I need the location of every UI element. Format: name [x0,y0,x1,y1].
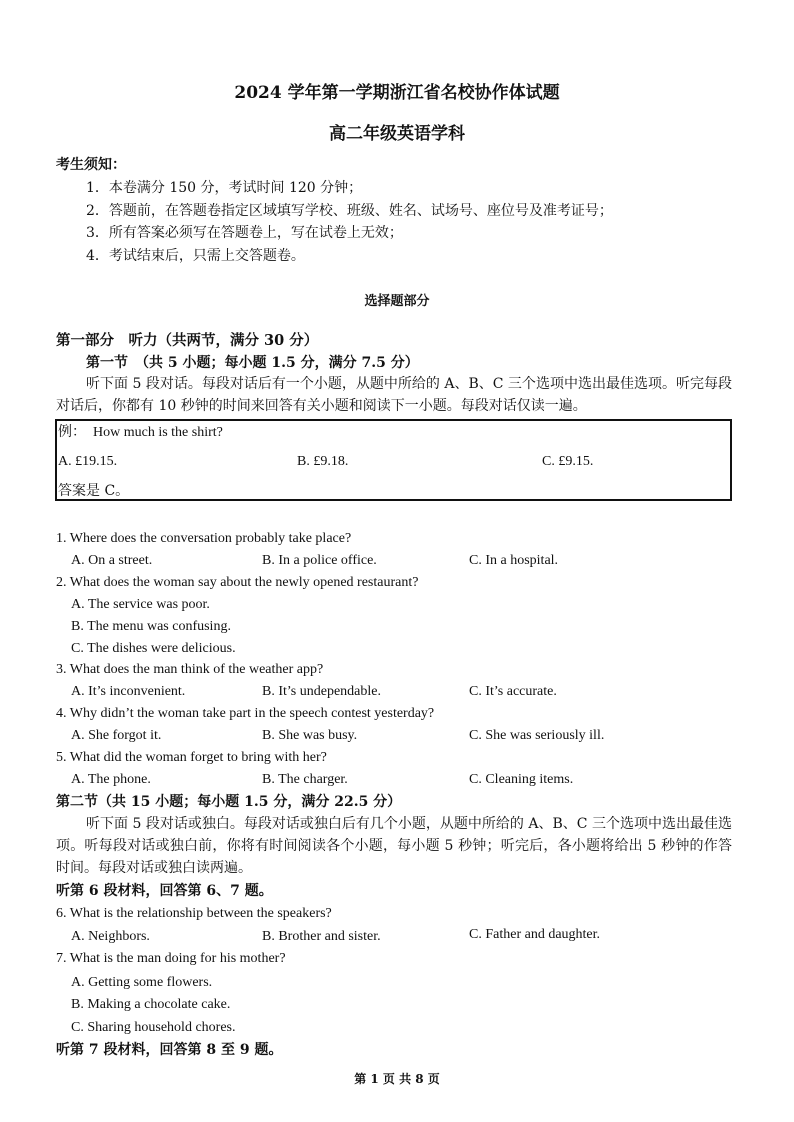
option-b: B. Brother and sister. [262,929,381,944]
example-answer: 答案是 C。 [58,483,130,499]
question-stem: 2. What does the woman say about the newly opened restaurant? [56,575,419,590]
question-stem: 6. What is the relationship between the speakers? [56,906,332,921]
section2-heading: 第二节（共 15 小题；每小题 1.5 分，满分 22.5 分） [56,794,402,810]
section1-heading: 第一节 （共 5 小题；每小题 1.5 分，满分 7.5 分） [86,355,419,371]
option-b: B. The menu was confusing. [71,619,231,634]
notice-item: 2．答题前，在答题卷指定区域填写学校、班级、姓名、试场号、座位号及准考证号； [86,203,613,219]
option-b: B. She was busy. [262,728,358,743]
question-stem: 5. What did the woman forget to bring with her? [56,750,327,765]
exam-title: 2024 学年第一学期浙江省名校协作体试题 [234,83,560,103]
option-c: C. In a hospital. [469,553,559,568]
option-b: B. The charger. [262,772,348,787]
option-c: C. Cleaning items. [469,772,574,787]
section2-instructions: 听下面 5 段对话或独白。每段对话或独白后有几个小题，从题中所给的 A、B、C 三个选项中选出最佳选项。听每段对话或独白前，你将有时间阅读各个小题，每小题 5 秒钟；听完后，各小题将给出 5 秒钟的作答时间。每段对话或独白读两遍。 [56,816,732,876]
option-c: C. Sharing household chores. [71,1020,236,1035]
option-c: C. She was seriously ill. [469,728,605,743]
material-6-label: 听第 6 段材料，回答第 6、7 题。 [56,883,273,899]
question-stem: 7. What is the man doing for his mother? [56,951,286,966]
option-a: A. The phone. [71,772,151,787]
option-c: C. The dishes were delicious. [71,641,236,656]
example-option-a: A. £19.15. [58,454,118,469]
option-c: C. It’s accurate. [469,684,557,699]
example-option-c: C. £9.15. [542,454,594,469]
section-label: 选择题部分 [364,294,430,309]
question-stem: 3. What does the man think of the weather app? [56,662,324,677]
notice-item: 3．所有答案必须写在答题卷上，写在试卷上无效； [86,225,403,241]
option-a: A. On a street. [71,553,153,568]
example-question: 例： How much is the shirt? [58,425,223,440]
notice-item: 1．本卷满分 150 分，考试时间 120 分钟； [86,180,363,196]
option-b: B. It’s undependable. [262,684,381,699]
section1-instructions: 听下面 5 段对话。每段对话后有一个小题，从题中所给的 A、B、C 三个选项中选出最佳选项。听完每段对话后，你都有 10 秒钟的时间来回答有关小题和阅读下一小题。每段对话仅读一遍。 [56,376,732,414]
option-a: A. Neighbors. [71,929,150,944]
option-b: B. Making a chocolate cake. [71,997,231,1012]
material-7-label: 听第 7 段材料，回答第 8 至 9 题。 [56,1042,283,1058]
question-stem: 1. Where does the conversation probably take place? [56,531,352,546]
notice-item: 4．考试结束后，只需上交答题卷。 [86,248,305,264]
part1-heading: 第一部分 听力（共两节，满分 30 分） [56,332,319,349]
notice-heading: 考生须知： [56,157,126,173]
exam-subtitle: 高二年级英语学科 [329,124,465,144]
option-c: C. Father and daughter. [469,927,601,942]
option-b: B. In a police office. [262,553,377,568]
option-a: A. It’s inconvenient. [71,684,186,699]
example-option-b: B. £9.18. [297,454,349,469]
option-a: A. Getting some flowers. [71,975,213,990]
question-stem: 4. Why didn’t the woman take part in the speech contest yesterday? [56,706,435,721]
page-number: 第 1 页 共 8 页 [354,1072,440,1086]
option-a: A. The service was poor. [71,597,210,612]
option-a: A. She forgot it. [71,728,162,743]
